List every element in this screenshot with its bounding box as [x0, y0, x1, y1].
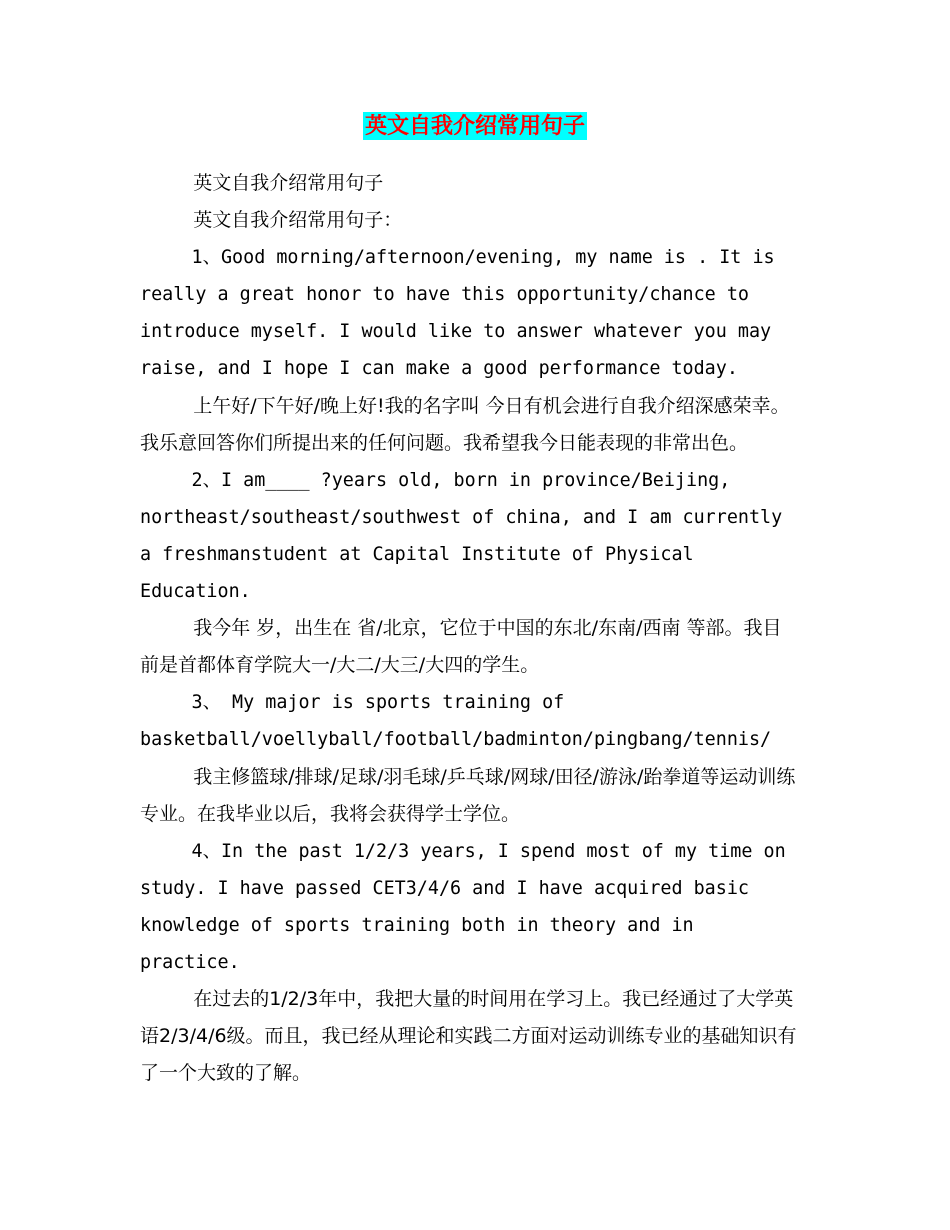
paragraph-cn-1: 上午好/下午好/晚上好!我的名字叫 今日有机会进行自我介绍深感荣幸。我乐意回答你们所提出来的任何问题。我希望我今日能表现的非常出色。	[140, 394, 790, 454]
paragraph-en-2: 2、I am____ ?years old, born in province/Beijing, northeast/southeast/southwest of china, and I am currently a freshmanstudent at Capital Institute of Physical Education.	[140, 469, 783, 603]
title-row	[0, 112, 950, 140]
paragraph-en-1: 1、Good morning/afternoon/evening, my name is . It is really a great honor to have this opportunity/chance to introduce myself. I would like to answer whatever you may raise, and I hope I can make a good performance today.	[140, 247, 775, 380]
document-title: 英文自我介绍常用句子	[364, 113, 585, 139]
paragraph-subheading: 英文自我介绍常用句子：	[193, 209, 403, 232]
document-body	[140, 165, 800, 1092]
paragraph-cn-4: 在过去的1/2/3年中，我把大量的时间用在学习上。我已经通过了大学英语2/3/4/6级。而且，我已经从理论和实践二方面对运动训练专业的基础知识有了一个大致的了解。	[140, 988, 797, 1085]
paragraph-en-4: 4、In the past 1/2/3 years, I spend most of my time on study. I have passed CET3/4/6 and I have acquired basic knowledge of sports training both in theory and in practice.	[140, 840, 786, 973]
paragraph-heading: 英文自我介绍常用句子	[193, 172, 384, 194]
paragraph-cn-3: 我主修篮球/排球/足球/羽毛球/乒乓球/网球/田径/游泳/跆拳道等运动训练专业。在我毕业以后，我将会获得学士学位。	[140, 765, 796, 825]
paragraph-cn-2: 我今年 岁，出生在 省/北京，它位于中国的东北/东南/西南 等部。我目前是首都体育学院大一/大二/大三/大四的学生。	[140, 617, 782, 677]
paragraph-en-3: 3、 My major is sports training of basketball/voellyball/football/badminton/pingbang/tennis/	[140, 692, 772, 751]
